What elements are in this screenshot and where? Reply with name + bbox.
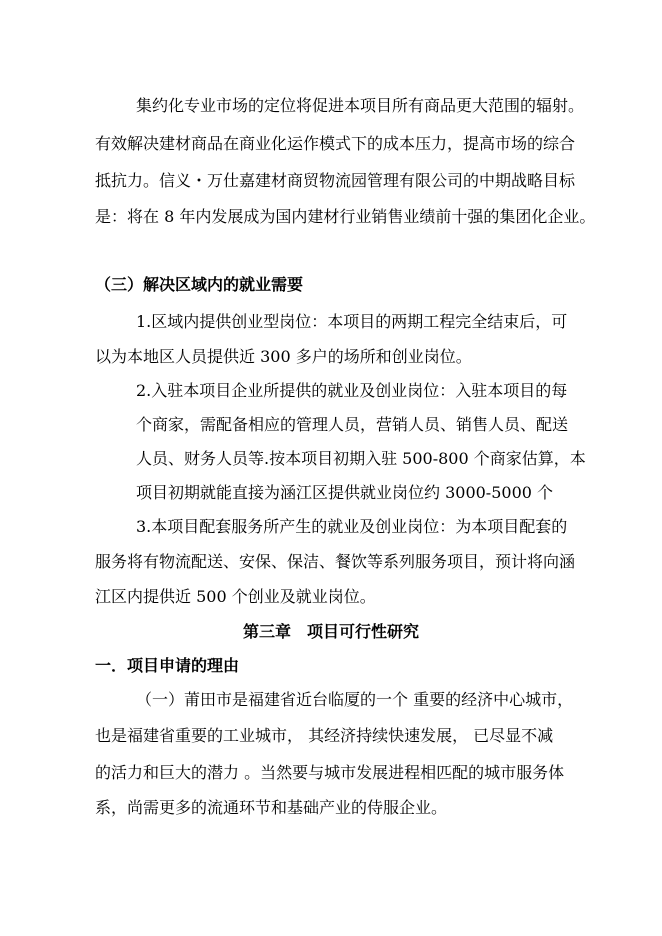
list-item-line: 项目初期就能直接为涵江区提供就业岗位约 3000-5000 个 (136, 483, 554, 502)
paragraph-line: 有效解决建材商品在商业化运作模式下的成本压力，提高市场的综合 (95, 134, 576, 153)
list-item-line: 1.区域内提供创业型岗位：本项目的两期工程完全结束后，可 (136, 312, 568, 331)
list-item-line: 3.本项目配套服务所产生的就业及创业岗位：为本项目配套的 (136, 517, 568, 536)
paragraph-line: （一）莆田市是福建省近台临厦的一个 重要的经济中心城市， (136, 690, 574, 709)
section-heading: （三）解决区域内的就业需要 (95, 275, 304, 294)
list-item-line: 人员、财务人员等.按本项目初期入驻 500-800 个商家估算，本 (136, 449, 586, 468)
chapter-title: 第三章 项目可行性研究 (242, 622, 419, 641)
paragraph-line: 的活力和巨大的潜力 。当然要与城市发展进程相匹配的城市服务体 (95, 763, 565, 782)
paragraph-line: 也是福建省重要的工业城市， 其经济持续快速发展， 已尽显不减 (95, 726, 554, 745)
list-item-line: 江区内提供近 500 个创业及就业岗位。 (95, 587, 376, 606)
paragraph-line: 是：将在 8 年内发展成为国内建材行业销售业绩前十强的集团化企业。 (95, 207, 596, 226)
paragraph-line: 系，尚需更多的流通环节和基础产业的侍服企业。 (95, 798, 448, 817)
list-item-line: 服务将有物流配送、安保、保洁、餐饮等系列服务项目，预计将向涵 (95, 552, 576, 571)
paragraph-line: 抵抗力。信义・万仕嘉建材商贸物流园管理有限公司的中期战略目标 (95, 171, 576, 190)
list-item-line: 2.入驻本项目企业所提供的就业及创业岗位：入驻本项目的每 (136, 381, 568, 400)
paragraph-line: 集约化专业市场的定位将促进本项目所有商品更大范围的辐射。 (136, 96, 585, 115)
list-item-line: 以为本地区人员提供近 300 多户的场所和创业岗位。 (95, 347, 472, 366)
list-item-line: 个商家，需配备相应的管理人员，营销人员、销售人员、配送 (136, 415, 569, 434)
subsection-heading: 一．项目申请的理由 (95, 656, 240, 675)
